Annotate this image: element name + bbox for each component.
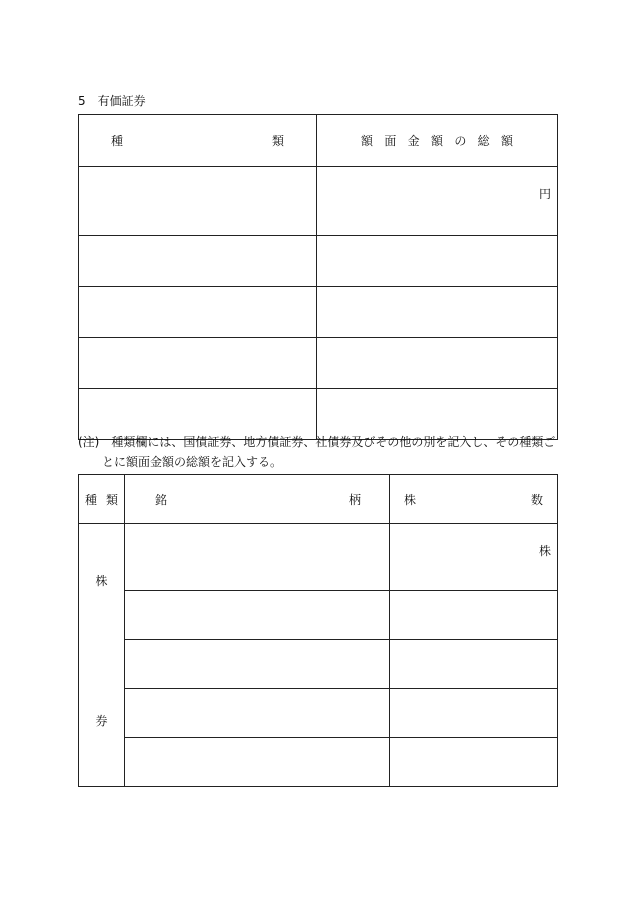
header-kind [79, 475, 125, 524]
table-row [79, 591, 558, 640]
brand-cell[interactable] [125, 591, 390, 640]
header-char: 金 [407, 134, 420, 148]
header-char: 額 [430, 134, 443, 148]
header-char: 総 [477, 134, 490, 148]
table-row [79, 287, 558, 338]
brand-cell[interactable] [125, 738, 390, 787]
note-line-2: とに額面金額の総額を記入する。 [102, 455, 283, 469]
share-count-cell[interactable] [390, 640, 558, 689]
table-row [79, 640, 558, 689]
section-heading: 5 有価証券 [78, 94, 146, 108]
header-kind [79, 115, 317, 167]
header-face-value-total [317, 115, 558, 167]
kind-cell-shares[interactable] [79, 524, 125, 787]
header-char: 類 [105, 492, 118, 507]
header-char: 銘 [155, 492, 168, 507]
header-char: 額 [361, 134, 374, 148]
total-cell[interactable] [317, 236, 558, 287]
share-count-cell[interactable] [390, 591, 558, 640]
table-row [79, 524, 558, 591]
total-cell[interactable] [317, 287, 558, 338]
header-char: 類 [271, 134, 284, 148]
total-cell[interactable] [317, 167, 558, 236]
table-header-row [79, 115, 558, 167]
share-count-cell[interactable] [390, 689, 558, 738]
header-char: 株 [404, 492, 417, 507]
header-char: の [454, 134, 467, 148]
table-row [79, 338, 558, 389]
kind-cell[interactable] [79, 167, 317, 236]
header-char: 数 [530, 492, 543, 507]
header-char: 種 [111, 134, 124, 148]
table-row [79, 236, 558, 287]
shares-table [78, 474, 558, 787]
brand-cell[interactable] [125, 524, 390, 591]
table-row [79, 167, 558, 236]
share-unit: 株 [538, 544, 551, 558]
header-char: 面 [384, 134, 397, 148]
header-char: 柄 [348, 492, 361, 507]
note-text [78, 432, 558, 472]
total-cell[interactable] [317, 338, 558, 389]
kind-cell[interactable] [79, 287, 317, 338]
kind-cell[interactable] [79, 236, 317, 287]
brand-cell[interactable] [125, 640, 390, 689]
yen-unit: 円 [538, 187, 551, 201]
share-count-cell[interactable] [390, 524, 558, 591]
header-char: 額 [500, 134, 513, 148]
header-brand [125, 475, 390, 524]
share-count-cell[interactable] [390, 738, 558, 787]
table-row [79, 689, 558, 738]
kind-cell[interactable] [79, 338, 317, 389]
brand-cell[interactable] [125, 689, 390, 738]
header-char: 種 [85, 492, 98, 507]
table-header-row [79, 475, 558, 524]
securities-total-table [78, 114, 558, 440]
table-row [79, 738, 558, 787]
kind-label-bottom: 券 [95, 714, 108, 728]
kind-label-top: 株 [95, 574, 108, 588]
header-share-count [390, 475, 558, 524]
note-line-1: (注) 種類欄には、国債証券、地方債証券、社債券及びその他の別を記入し、その種類ご [78, 435, 556, 449]
